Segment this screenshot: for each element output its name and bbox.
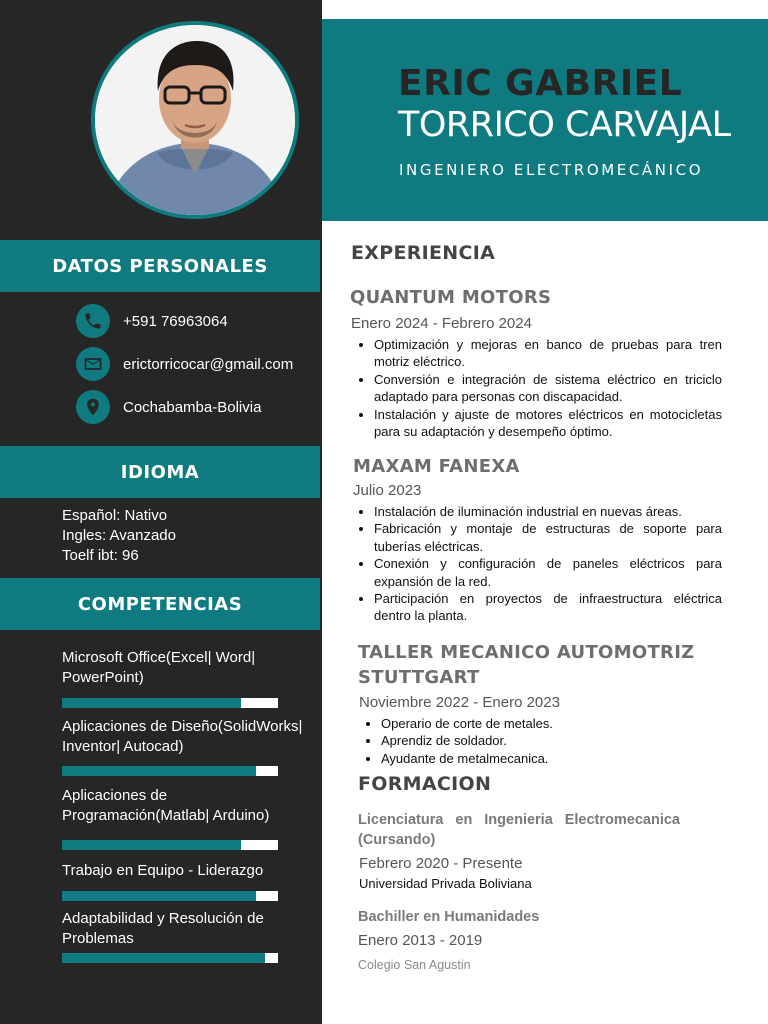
skill-label: Microsoft Office(Excel| Word| PowerPoint) xyxy=(62,649,256,686)
skill-level-fill xyxy=(62,766,256,776)
job-duties xyxy=(352,336,722,440)
email-address: erictorricocar@gmail.com xyxy=(123,355,294,373)
skill-label: Aplicaciones de Programación(Matlab| Arduino) xyxy=(62,787,270,824)
language-item: Español: Nativo xyxy=(62,507,168,524)
skill-level-bar xyxy=(62,953,278,963)
list-item: • Aprendiz de soldador. xyxy=(381,732,719,749)
personal-data-heading: DATOS PERSONALES xyxy=(0,240,320,292)
job-duties xyxy=(359,715,719,767)
contact-email xyxy=(76,347,293,381)
skill-item xyxy=(62,717,312,757)
list-item: • Ayudante de metalmecanica. xyxy=(381,750,719,767)
job-date: Noviembre 2022 - Enero 2023 xyxy=(359,694,560,711)
contact-phone xyxy=(76,304,228,338)
skill-level-bar xyxy=(62,891,278,901)
list-item: • Optimización y mejoras en banco de pruebas para tren motriz eléctrico. xyxy=(374,336,722,371)
languages-list xyxy=(62,506,176,566)
skill-level-fill xyxy=(62,698,241,708)
list-item: • Instalación y ajuste de motores eléctricos en motocicletas para su adaptación y desempeño óptimo. xyxy=(374,406,722,441)
list-item: • Operario de corte de metales. xyxy=(381,715,719,732)
job-company: MAXAM FANEXA xyxy=(353,456,520,477)
skill-level-bar xyxy=(62,840,278,850)
experience-heading: EXPERIENCIA xyxy=(351,242,496,264)
job-duties xyxy=(352,503,722,625)
skill-item xyxy=(62,909,312,949)
sidebar xyxy=(0,0,322,1024)
skill-item xyxy=(62,861,312,881)
language-item: Ingles: Avanzado xyxy=(62,527,176,544)
job-company: QUANTUM MOTORS xyxy=(350,287,552,308)
location-text: Cochabamba-Bolivia xyxy=(123,398,262,416)
skill-level-fill xyxy=(62,840,241,850)
skill-level-fill xyxy=(62,891,256,901)
job-company: TALLER MECANICO AUTOMOTRIZ STUTTGART xyxy=(358,642,695,688)
education-school: Colegio San Agustin xyxy=(358,958,471,972)
education-date: Febrero 2020 - Presente xyxy=(359,855,523,872)
skill-level-bar xyxy=(62,698,278,708)
list-item: • Conexión y configuración de paneles eléctricos para expansión de la red. xyxy=(374,555,722,590)
profile-photo-frame xyxy=(91,21,299,219)
last-names: TORRICO CARVAJAL xyxy=(398,105,731,145)
name-header xyxy=(322,19,768,221)
phone-number: +591 76963064 xyxy=(123,312,228,330)
profile-photo xyxy=(95,25,295,215)
job-date: Julio 2023 xyxy=(353,482,422,499)
skill-level-fill xyxy=(62,953,265,963)
contact-location xyxy=(76,390,261,424)
skill-item xyxy=(62,786,312,826)
skill-level-bar xyxy=(62,766,278,776)
skill-label: Trabajo en Equipo - Liderazgo xyxy=(62,862,264,879)
skill-item xyxy=(62,648,312,688)
skill-label: Adaptabilidad y Resolución de Problemas xyxy=(62,910,264,947)
mail-icon xyxy=(76,347,110,381)
skills-heading: COMPETENCIAS xyxy=(0,578,320,630)
skill-label: Aplicaciones de Diseño(SolidWorks| Inventor| Autocad) xyxy=(62,718,303,755)
list-item: • Conversión e integración de sistema eléctrico en triciclo adaptado para personas con discapacidad. xyxy=(374,371,722,406)
education-degree: Bachiller en Humanidades xyxy=(358,909,540,925)
first-names: ERIC GABRIEL xyxy=(398,63,683,104)
location-pin-icon xyxy=(76,390,110,424)
job-date: Enero 2024 - Febrero 2024 xyxy=(351,315,532,332)
job-role: INGENIERO ELECTROMECÁNICO xyxy=(399,161,704,179)
languages-heading: IDIOMA xyxy=(0,446,320,498)
list-item: • Participación en proyectos de infraestructura eléctrica dentro la planta. xyxy=(374,590,722,625)
language-item: Toelf ibt: 96 xyxy=(62,547,139,564)
education-heading: FORMACION xyxy=(358,773,492,795)
person-portrait-icon xyxy=(95,25,295,215)
education-school: Universidad Privada Boliviana xyxy=(359,876,532,891)
list-item: • Fabricación y montaje de estructuras de soporte para tuberías eléctricas. xyxy=(374,520,722,555)
education-degree: Licenciatura en Ingenieria Electromecanica (Cursando) xyxy=(358,812,680,848)
education-date: Enero 2013 - 2019 xyxy=(358,932,483,949)
list-item: • Instalación de iluminación industrial en nuevas áreas. xyxy=(374,503,722,520)
phone-icon xyxy=(76,304,110,338)
